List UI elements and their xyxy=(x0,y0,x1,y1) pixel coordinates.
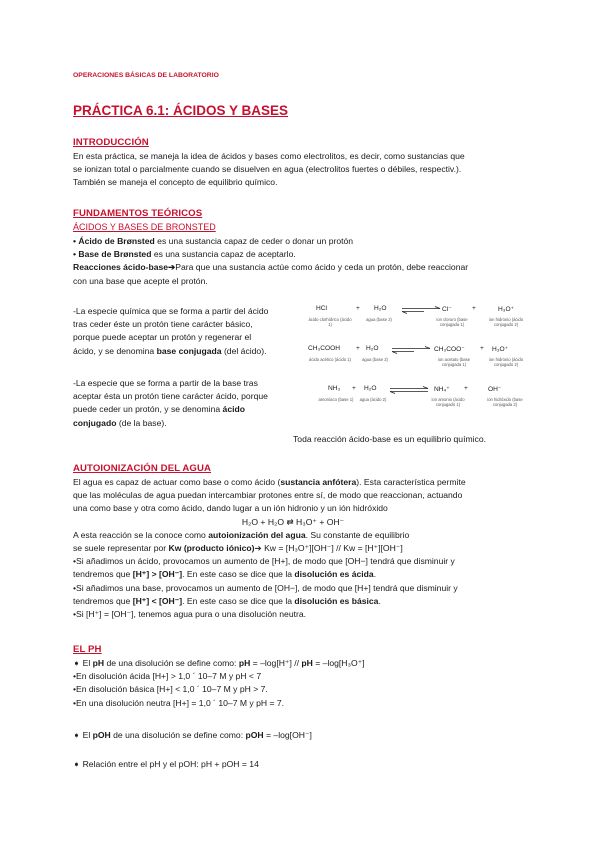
ph-term: pH xyxy=(92,658,105,668)
basic-solution-term: disolución es básica xyxy=(294,595,379,606)
conjugate-acid-term: conjugado xyxy=(73,417,117,428)
conjugate-base-term: base conjugada xyxy=(156,345,222,356)
ph-line-1c: de una disolución se define como: xyxy=(104,658,239,668)
r3-conj-acid: NH₄⁺ xyxy=(434,386,450,393)
kw-term: Kw (producto iónico) xyxy=(168,543,255,554)
p1-line-4 xyxy=(73,345,303,358)
ai-line-7a: tendremos que xyxy=(73,569,133,580)
arrow-icon: ➔ xyxy=(168,262,176,273)
intro-heading: INTRODUCCIÓN xyxy=(73,137,149,148)
ph-term-3: pH xyxy=(301,658,313,668)
ai-line-1c: ). Esta característica permite xyxy=(356,477,466,487)
r3-plus-2: + xyxy=(464,385,468,392)
r2-base: H₂O xyxy=(366,345,379,352)
r2-label-a: ácido acético (ácido 1) xyxy=(309,357,351,362)
ph-heading: EL PH xyxy=(73,644,102,655)
r1-conj-acid: H₃O⁺ xyxy=(498,306,515,313)
kw-formula: ➔ Kw = [H₃O⁺][OH⁻] // Kw = [H⁺][OH⁻] xyxy=(254,543,403,554)
r3-label-c: ion amonio (ácido conjugado 1) xyxy=(431,397,465,407)
ai-line-2: que las moléculas de agua puedan intercambiar protones entre sí, de modo que reaccionan, actuando xyxy=(73,490,463,501)
p1-line-1: -La especie química que se forma a partir del ácido xyxy=(73,306,269,316)
r2-plus-2: + xyxy=(480,345,484,352)
ph-bullet-1: ➧ El xyxy=(73,658,93,668)
ai-line-7e: . xyxy=(373,569,377,580)
ph-line-1 xyxy=(73,657,543,670)
p2-line-1: -La especie que se forma a partir de la base tras xyxy=(73,378,258,388)
r1-plus-1: + xyxy=(356,305,360,312)
ph-poh-relation: ➧ Relación entre el pH y el pOH: pH + pOH = 14 xyxy=(73,759,259,769)
p2-line-4 xyxy=(73,417,308,430)
fundamentos-heading: FUNDAMENTOS TEÓRICOS xyxy=(73,208,203,219)
ph-definitions xyxy=(73,657,543,710)
acid-definition xyxy=(73,235,533,248)
p2-line-2: aceptar ésta un protón tiene carácter ácido, porque xyxy=(73,391,268,402)
r1-label-c: ion cloruro (base conjugada 1) xyxy=(436,317,468,327)
r3-label-b: agua (ácido 2) xyxy=(359,397,387,402)
ai-line-5 xyxy=(73,542,543,555)
ai-line-4c: . Su constante de equilibrio xyxy=(305,529,410,540)
page-title: PRÁCTICA 6.1: ÁCIDOS Y BASES xyxy=(73,103,289,118)
document-header: OPERACIONES BÁSICAS DE LABORATORIO xyxy=(73,72,219,79)
acid-term: • Ácido de Brønsted xyxy=(73,236,155,246)
intro-line-1: En esta práctica, se maneja la idea de ácidos y bases como electrolitos, es decir, como sustancias que xyxy=(73,151,465,161)
ph-line-2: •En disolución ácida [H+] > 1,0 ´ 10–7 M y pH < 7 xyxy=(73,671,262,682)
base-definition xyxy=(73,248,533,261)
reaction-text-1: Para que una sustancia actúe como ácido y ceda un protón, debe reaccionar xyxy=(175,262,469,273)
r1-base: H₂O xyxy=(374,305,387,312)
bronsted-subheading: ÁCIDOS Y BASES DE BRONSTED xyxy=(73,222,216,232)
p2-line-3 xyxy=(73,403,308,416)
ph-formula-2: = –log[H₃O⁺] xyxy=(312,658,365,668)
base-term: • Base de Brønsted xyxy=(73,249,152,260)
p1-line-4a: ácido, y se denomina xyxy=(73,345,157,356)
conjugate-base-paragraph xyxy=(73,305,303,358)
poh-line-c: de una disolución se define como: xyxy=(110,730,246,740)
p1-line-2: tras ceder éste un protón tiene carácter básico, xyxy=(73,319,253,330)
poh-definition xyxy=(73,729,543,742)
acid-term-bold: ácido xyxy=(222,404,245,415)
r2-conj-acid: H₃O⁺ xyxy=(492,346,509,353)
r3-conj-base: OH⁻ xyxy=(488,386,502,393)
r2-acid: CH₃COOH xyxy=(308,345,340,352)
r2-equilibrium-arrow xyxy=(390,346,432,354)
amphoteric-term: sustancia anfótera xyxy=(280,477,357,487)
r1-conj-base: Cl⁻ xyxy=(442,306,452,313)
ai-line-9c: . En este caso se dice que la xyxy=(182,595,295,606)
r1-equilibrium-arrow xyxy=(400,306,442,314)
r3-label-a: amoníaco (base 1) xyxy=(318,397,354,402)
p1-line-4c: (del ácido). xyxy=(221,345,267,356)
r2-label-d: ion hidronio (ácido conjugado 2) xyxy=(488,357,524,367)
conjugate-acid-paragraph xyxy=(73,377,308,430)
autoionization-heading: AUTOIONIZACIÓN DEL AGUA xyxy=(73,463,212,474)
r1-acid: HCl xyxy=(316,305,327,312)
figure-caption: Toda reacción ácido-base es un equilibrio químico. xyxy=(293,434,486,444)
bronsted-definitions xyxy=(73,235,533,288)
ai-line-1 xyxy=(73,476,543,489)
ai-line-6: •Si añadimos un ácido, provocamos un aumento de [H+], de modo que [OH−] tendrá que disminuir y xyxy=(73,556,455,567)
ph-formula-1: = –log[H⁺] // xyxy=(250,658,302,668)
r3-equilibrium-arrow xyxy=(388,386,430,394)
autoionization-term: autoionización del agua xyxy=(208,529,306,540)
r1-label-d: ion hidronio (ácido conjugado 2) xyxy=(488,317,524,327)
poh-term-2: pOH xyxy=(245,730,264,740)
intro-line-3: También se maneja el concepto de equilibrio químico. xyxy=(73,177,278,188)
r3-label-d: ion hidróxido (base conjugada 2) xyxy=(487,397,523,407)
r2-plus-1: + xyxy=(356,345,360,352)
ai-line-4 xyxy=(73,529,543,542)
base-condition: [H⁺] < [OH⁻] xyxy=(132,595,183,606)
p1-line-3: porque puede aceptar un protón y regenerar el xyxy=(73,332,252,343)
ph-line-4: •En una disolución neutra [H+] = 1,0 ´ 10–7 M y pH = 7. xyxy=(73,697,285,708)
acid-condition: [H⁺] > [OH⁻] xyxy=(132,569,183,580)
base-text: es una sustancia capaz de aceptarlo. xyxy=(151,249,296,260)
ai-line-1a: El agua es capaz de actuar como base o como ácido ( xyxy=(73,477,281,487)
reaction-definition xyxy=(73,261,533,274)
p2-line-4b: (de la base). xyxy=(116,417,167,428)
r3-plus-1: + xyxy=(352,385,356,392)
autoionization-paragraph xyxy=(73,476,543,621)
reaction-text-2: con una base que acepte el protón. xyxy=(73,275,208,286)
ai-line-9a: tendremos que xyxy=(73,595,133,606)
reaction-term: Reacciones ácido-base xyxy=(73,262,169,273)
ph-term-2: pH xyxy=(238,658,251,668)
r1-plus-2: + xyxy=(472,305,476,312)
r3-base: NH₃ xyxy=(328,385,341,392)
acid-text: es una sustancia capaz de ceder o donar un protón xyxy=(154,236,354,246)
ai-line-7c: . En este caso se dice que la xyxy=(182,569,295,580)
r2-label-b: agua (base 2) xyxy=(362,357,388,362)
r1-label-a: ácido clorhídrico (ácido 1) xyxy=(308,317,352,327)
poh-bullet: ➧ El xyxy=(73,730,93,740)
p2-line-3a: puede ceder un protón, y se denomina xyxy=(73,404,223,415)
ph-line-3: •En disolución básica [H+] < 1,0 ´ 10–7 M y pH > 7. xyxy=(73,684,268,695)
r1-label-b: agua (base 2) xyxy=(366,317,392,322)
ai-line-9 xyxy=(73,595,543,608)
poh-term: pOH xyxy=(92,730,111,740)
intro-line-2: se ionizan total o parcialmente cuando se disuelven en agua (electrolitos fuertes o débiles, respectiv.). xyxy=(73,164,462,175)
acid-solution-term: disolución es ácida xyxy=(294,569,374,580)
ai-line-7 xyxy=(73,568,543,581)
ai-line-10: •Si [H⁺] = [OH⁻], tenemos agua pura o una disolución neutra. xyxy=(73,609,307,620)
r3-acid: H₂O xyxy=(364,385,377,392)
ai-line-5a: se suele representar por xyxy=(73,543,169,554)
reactions-figure xyxy=(308,305,533,420)
r2-conj-base: CH₃COO⁻ xyxy=(434,346,465,353)
ai-line-9e: . xyxy=(378,595,381,606)
water-equation: H₂O + H₂O ⇄ H₃O⁺ + OH⁻ xyxy=(241,516,345,527)
poh-formula: = –log[OH⁻] xyxy=(263,730,312,740)
ai-line-8: •Si añadimos una base, provocamos un aumento de [OH−], de modo que [H+] tendrá que disminuir y xyxy=(73,582,458,593)
ai-line-3: una como base y otra como ácido, dando lugar a un ión hidronio y un ión hidróxido xyxy=(73,503,388,514)
intro-paragraph xyxy=(73,150,533,190)
ai-line-4a: A esta reacción se la conoce como xyxy=(73,529,209,540)
r2-label-c: ion acetato (base conjugada 1) xyxy=(437,357,471,367)
